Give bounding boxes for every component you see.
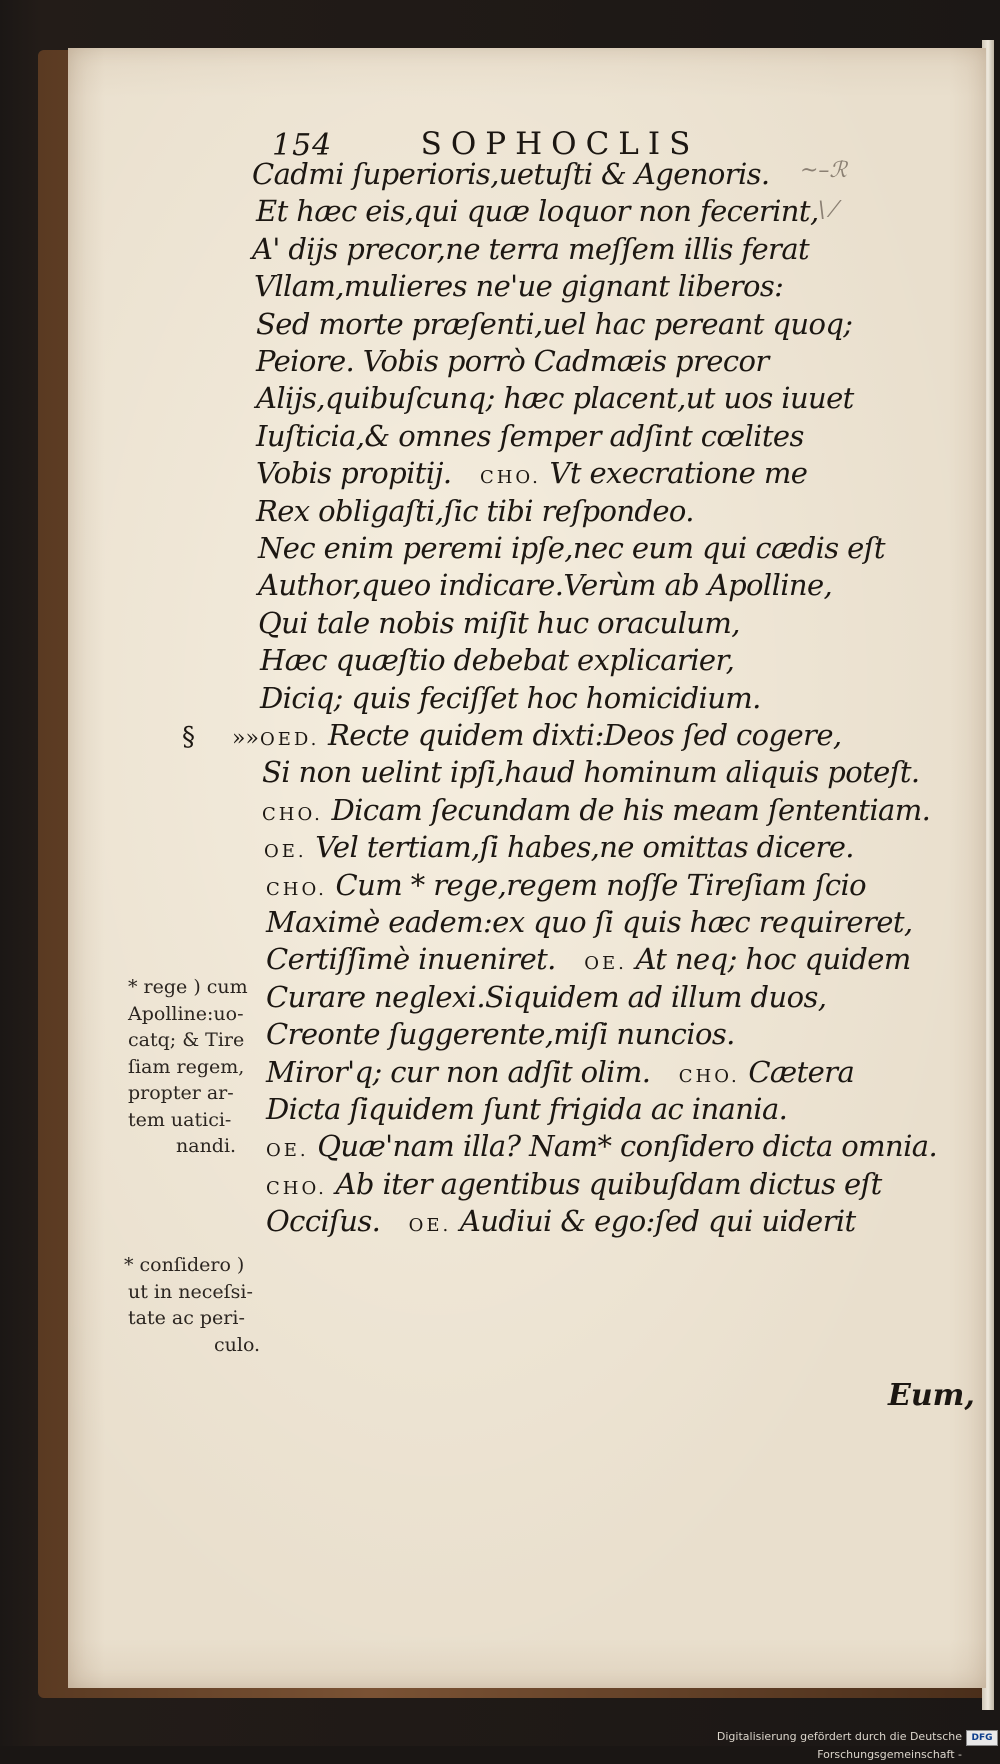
verse-line	[256, 419, 804, 453]
speaker-label: OE.	[584, 953, 627, 974]
verse-line-text: Miror'q; cur non adſit olim.	[266, 1055, 651, 1089]
verse-line-text: Alijs,quibuſcunq; hæc placent,ut uos iuuet	[256, 381, 854, 415]
gloss-line: tate ac peri-	[128, 1307, 245, 1329]
verse-line	[260, 681, 761, 715]
verse-line	[256, 456, 808, 490]
verse-line-text: Hæc quæſtio debebat explicarier,	[260, 643, 735, 677]
verse-line	[260, 718, 842, 752]
verse-line	[256, 381, 854, 415]
verse-line-text: Diciq; quis feciſſet hoc homicidium.	[260, 681, 761, 715]
gloss-line: * rege ) cum	[128, 976, 248, 998]
verse-line	[266, 1204, 856, 1238]
verse-line-text: Occiſus.	[266, 1204, 381, 1238]
verse-line-text: Author,queo indicare.Verùm ab Apolline,	[258, 568, 833, 602]
verse-line	[266, 905, 913, 939]
verse-line-speech: Quæ'nam illa? Nam* conſidero dicta omnia.	[317, 1129, 938, 1163]
verse-line-text: Cadmi ſuperioris,uetuſti & Agenoris.	[252, 157, 770, 191]
speaker-label: CHO.	[262, 804, 323, 825]
digitization-credit: Digitalisierung gefördert durch die Deutsche Forschungsgemeinschaft -	[716, 1730, 962, 1761]
verse-line-speech: Dicam ſecundam de his meam ſententiam.	[331, 793, 931, 827]
verse-line	[258, 568, 833, 602]
verse-line	[266, 980, 827, 1014]
speaker-label: CHO.	[678, 1066, 740, 1087]
verse-line-text: Rex obligaſti,ſic tibi reſpondeo.	[256, 494, 694, 528]
verse-line	[256, 194, 819, 228]
verse-line	[266, 1167, 882, 1201]
verse-line-text: Creonte ſuggerente,miſi nuncios.	[266, 1017, 735, 1051]
verse-line	[262, 755, 920, 789]
verse-line	[252, 232, 810, 266]
verse-line	[264, 830, 854, 864]
verse-line	[266, 1129, 938, 1163]
verse-line	[266, 1017, 735, 1051]
verse-line	[256, 494, 694, 528]
verse-line	[258, 531, 885, 565]
section-mark-icon: §	[182, 722, 195, 752]
bleed-through-mark: \ ⁄	[818, 198, 837, 223]
verse-line-speech: Cætera	[748, 1055, 855, 1089]
gloss-line: ut in neceſsi-	[128, 1281, 253, 1303]
verse-line-text: Iuſticia,& omnes ſemper adſint cœlites	[256, 419, 804, 453]
verse-line-text: Certiſſimè inueniret.	[266, 942, 556, 976]
verse-line-text: Maximè eadem:ex quo ſi quis hæc requireret,	[266, 905, 913, 939]
gloss-line: tem uatici-	[128, 1109, 232, 1131]
verse-line-text: Et hæc eis,qui quæ loquor non fecerint,	[256, 194, 819, 228]
verse-line	[266, 1055, 855, 1089]
sententia-quote-mark: »»	[232, 726, 259, 751]
catchword: Eum,	[888, 1378, 975, 1413]
speaker-label: CHO.	[266, 1178, 327, 1199]
verse-line-text: Sed morte præſenti,uel hac pereant quoq;	[256, 307, 853, 341]
gloss-line: nandi.	[176, 1135, 237, 1157]
verse-line	[262, 793, 931, 827]
verse-line	[254, 269, 784, 303]
gloss-line: culo.	[214, 1334, 261, 1356]
verse-line-speech: Recte quidem dixti:Deos ſed cogere,	[328, 718, 842, 752]
verse-line	[260, 643, 735, 677]
verse-line-speech: Audiui & ego:ſed qui uiderit	[459, 1204, 856, 1238]
verse-line-text: A' dijs precor,ne terra meſſem illis ferat	[252, 232, 810, 266]
gloss-line: catq; & Tire	[128, 1029, 245, 1051]
verse-line	[258, 606, 740, 640]
speaker-label: CHO.	[266, 879, 327, 900]
verse-line	[252, 157, 770, 191]
verse-line	[256, 307, 853, 341]
gloss-line: Apolline:uo-	[128, 1003, 244, 1025]
verse-line	[266, 1092, 788, 1126]
speaker-label: OE.	[408, 1215, 452, 1236]
speaker-label: CHO.	[479, 467, 541, 488]
verse-line-speech: Ab iter agentibus quibuſdam dictus eſt	[335, 1167, 882, 1201]
verse-line-speech: Vel tertiam,ſi habes,ne omittas dicere.	[315, 830, 854, 864]
gloss-line: ſiam regem,	[128, 1056, 245, 1078]
dfg-logo: DFG	[966, 1730, 998, 1746]
verse-line-speech: At neq; hoc quidem	[635, 942, 911, 976]
verse-line-text: Dicta ſiquidem ſunt frigida ac inania.	[266, 1092, 788, 1126]
running-title: SOPHOCLIS	[420, 126, 700, 162]
verse-line-text: Si non uelint ipſi,haud hominum aliquis poteſt.	[262, 755, 920, 789]
verse-line-text: Peiore. Vobis porrò Cadmæis precor	[256, 344, 769, 378]
verse-line-text: Nec enim peremi ipſe,nec eum qui cædis eſt	[258, 531, 885, 565]
verse-line-speech: Vt execratione me	[549, 456, 808, 490]
speaker-label: OE.	[266, 1140, 309, 1161]
bleed-through-mark: ~–ℛ	[800, 158, 847, 183]
speaker-label: OE.	[264, 841, 307, 862]
verse-line-text: Qui tale nobis miſit huc oraculum,	[258, 606, 740, 640]
verse-line	[266, 942, 911, 976]
page-number: 154	[272, 128, 333, 163]
verse-line-text: Vobis propitij.	[256, 456, 452, 490]
gloss-line: propter ar-	[128, 1082, 234, 1104]
verse-line	[266, 868, 867, 902]
gloss-line: * conſidero )	[124, 1254, 245, 1276]
verse-line-text: Vllam,mulieres ne'ue gignant liberos:	[254, 269, 784, 303]
speaker-label: OED.	[260, 729, 320, 750]
verse-line-text: Curare neglexi.Siquidem ad illum duos,	[266, 980, 827, 1014]
verse-line-speech: Cum * rege,regem noſſe Tireſiam ſcio	[335, 868, 867, 902]
verse-line	[256, 344, 769, 378]
